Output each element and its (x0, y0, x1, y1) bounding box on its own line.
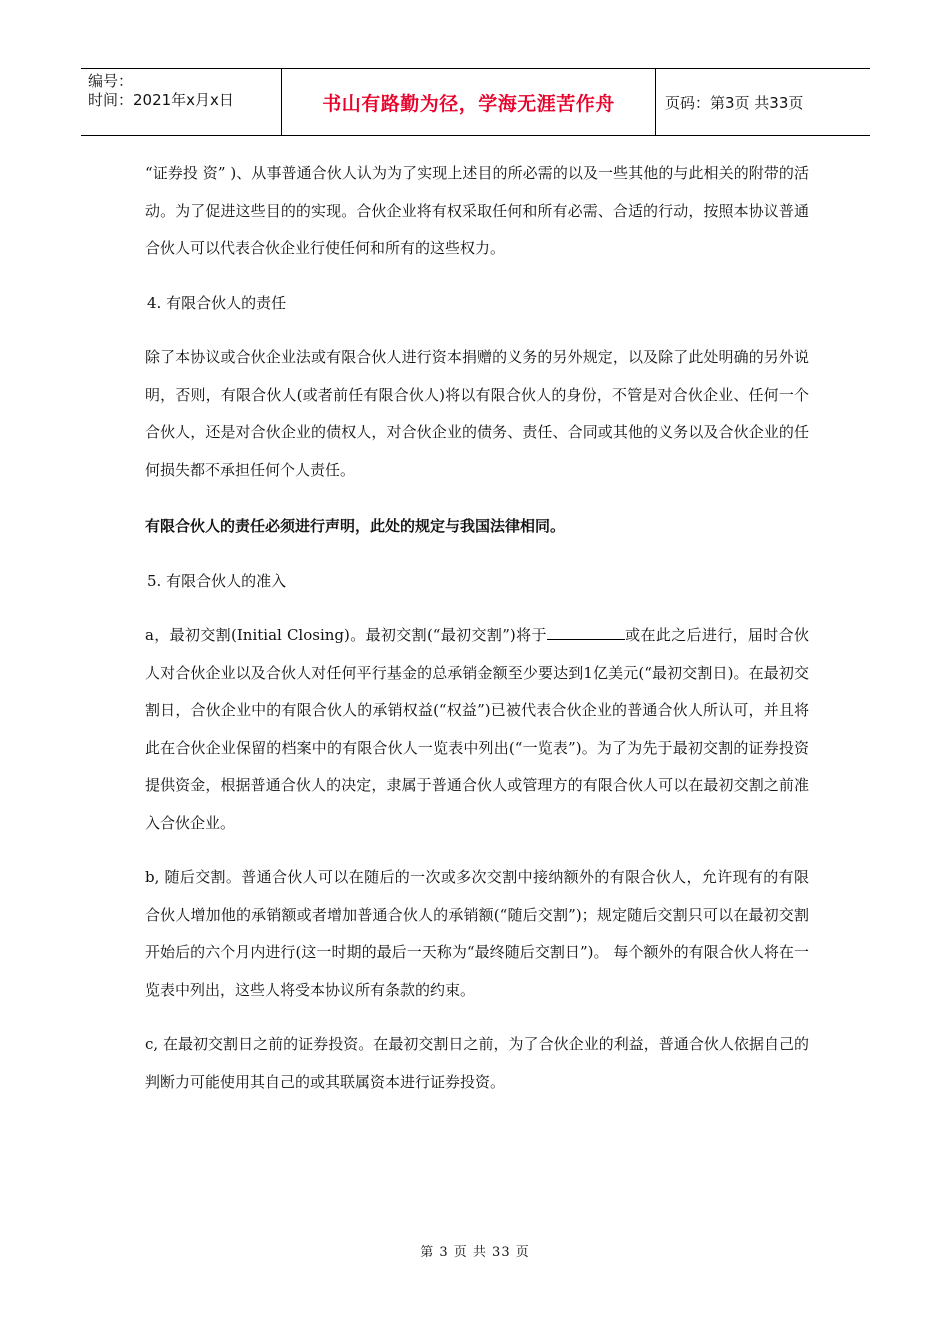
initial-closing-text-rest: 或在此之后进行，届时合伙人对合伙企业以及合伙人对任何平行基金的总承销金额至少要达到1亿美元(“最初交割日)。在最初交割日，合伙企业中的有限合伙人的承销权益(“权益”)已被代表合伙企业的普通合伙人所认可，并且将此在合伙企业保留的档案中的有限合伙人一览表中列出(“一览表”)。为了为先于最初交割的证券投资提供资金，根据普通合伙人的决定，隶属于普通合伙人或管理方的有限合伙人可以在最初交割之前准入合伙企业。 (145, 626, 809, 832)
header-motto: 书山有路勤为径，学海无涯苦作舟 (282, 69, 656, 135)
closing-date-blank (547, 625, 625, 640)
doc-number-label: 编号： (88, 72, 134, 90)
paragraph-initial-closing (145, 617, 809, 842)
initial-closing-text-start: a，最初交割(Initial Closing)。最初交割(“最初交割”)将于 (145, 626, 547, 644)
header-page-info: 页码：第3页 共33页 (665, 93, 804, 112)
page-footer: 第 3 页 共 33 页 (420, 1245, 530, 1260)
document-header (81, 68, 870, 136)
paragraph-pre-closing-investment: c, 在最初交割日之前的证券投资。在最初交割日之前，为了合伙企业的利益，普通合伙人依据自己的判断力可能使用其自己的或其联属资本进行证券投资。 (145, 1035, 809, 1091)
liability-note: 有限合伙人的责任必须进行声明，此处的规定与我国法律相同。 (145, 517, 566, 535)
document-body (145, 155, 809, 1101)
section-heading-4: 4. 有限合伙人的责任 (147, 293, 287, 312)
section-heading-5: 5. 有限合伙人的准入 (147, 571, 287, 590)
paragraph-liability: 除了本协议或合伙企业法或有限合伙人进行资本捐赠的义务的另外规定，以及除了此处明确的另外说明，否则，有限合伙人(或者前任有限合伙人)将以有限合伙人的身份，不管是对合伙企业、任何一个合伙人，还是对合伙企业的债权人，对合伙企业的债务、责任、合同或其他的义务以及合伙企业的任何损失都不承担任何个人责任。 (145, 348, 809, 479)
doc-date-label: 时间：2021年x月x日 (88, 91, 234, 109)
paragraph-subsequent-closing: b, 随后交割。普通合伙人可以在随后的一次或多次交割中接纳额外的有限合伙人，允许现有的有限合伙人增加他的承销额或者增加普通合伙人的承销额(“随后交割”)；规定随后交割只可以在最初交割开始后的六个月内进行(这一时期的最后一天称为“最终随后交割日”)。 每个额外的有限合伙人将在一览表中列出，这些人将受本协议所有条款的约束。 (145, 868, 809, 999)
paragraph-purpose-powers: “证券投 资” )、从事普通合伙人认为为了实现上述目的所必需的以及一些其他的与此相关的附带的活动。为了促进这些目的的实现。合伙企业将有权采取任何和所有必需、合适的行动，按照本协议普通合伙人可以代表合伙企业行使任何和所有的这些权力。 (145, 164, 809, 257)
header-meta-cell (81, 69, 282, 135)
